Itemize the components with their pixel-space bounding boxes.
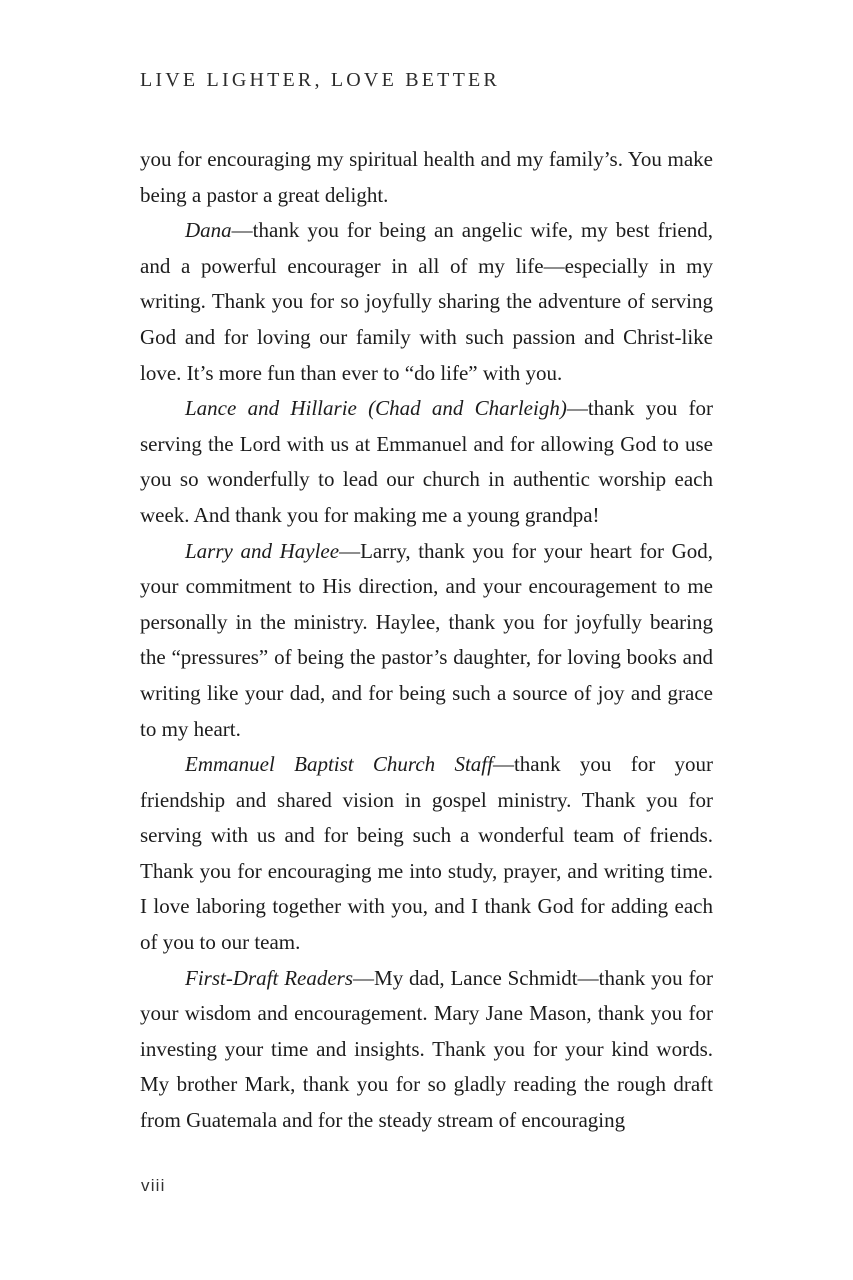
paragraph-dana <box>140 213 713 391</box>
paragraph-body: —thank you for your friendship and shared vision in gospel ministry. Thank you for serving with us and for being such a wonderful team of friends. Thank you for encouraging me into study, prayer, and writing time. I love laboring together with you, and I thank God for adding each of you to our team. <box>140 752 713 955</box>
paragraph-lead: Emmanuel Baptist Church Staff <box>185 752 493 777</box>
paragraph-first-draft-readers <box>140 961 713 1139</box>
paragraph-lance-hillarie <box>140 391 713 533</box>
paragraph-lead: Larry and Haylee <box>185 538 340 563</box>
paragraph-lead: Dana <box>185 218 232 243</box>
paragraph-larry-haylee <box>140 534 713 748</box>
body-text <box>140 142 713 1139</box>
paragraph-body: —thank you for being an angelic wife, my best friend, and a powerful encourager in all of my life—especially in my writing. Thank you for so joyfully sharing the adventure of serving God and for loving our family with such passion and Christ-like love. It’s more fun than ever to “do life” with you. <box>140 218 713 385</box>
paragraph-lead: First-Draft Readers <box>185 965 354 990</box>
paragraph-body: you for encouraging my spiritual health and my family’s. You make being a pastor a great delight. <box>140 147 713 207</box>
paragraph-body: —My dad, Lance Schmidt—thank you for your wisdom and encouragement. Mary Jane Mason, thank you for investing your time and insights. Thank you for your kind words. My brother Mark, thank you for so gladly reading the rough draft from Guatemala and for the steady stream of encouraging <box>140 965 713 1133</box>
paragraph-body: —thank you for serving the Lord with us at Emmanuel and for allowing God to use you so wonderfully to lead our church in authentic worship each week. And thank you for making me a young grandpa! <box>140 396 713 527</box>
paragraph-lead: Lance and Hillarie (Chad and Charleigh) <box>185 396 567 421</box>
paragraph-continuation <box>140 142 713 213</box>
paragraph-church-staff <box>140 747 713 961</box>
paragraph-body: —Larry, thank you for your heart for God, your commitment to His direction, and your encouragement to me personally in the ministry. Haylee, thank you for joyfully bearing the “pressures” of being the pastor’s daughter, for loving books and writing like your dad, and for being such a source of joy and grace to my heart. <box>140 538 714 741</box>
page-number: viii <box>141 1176 166 1195</box>
running-head: LIVE LIGHTER, LOVE BETTER <box>140 69 500 91</box>
